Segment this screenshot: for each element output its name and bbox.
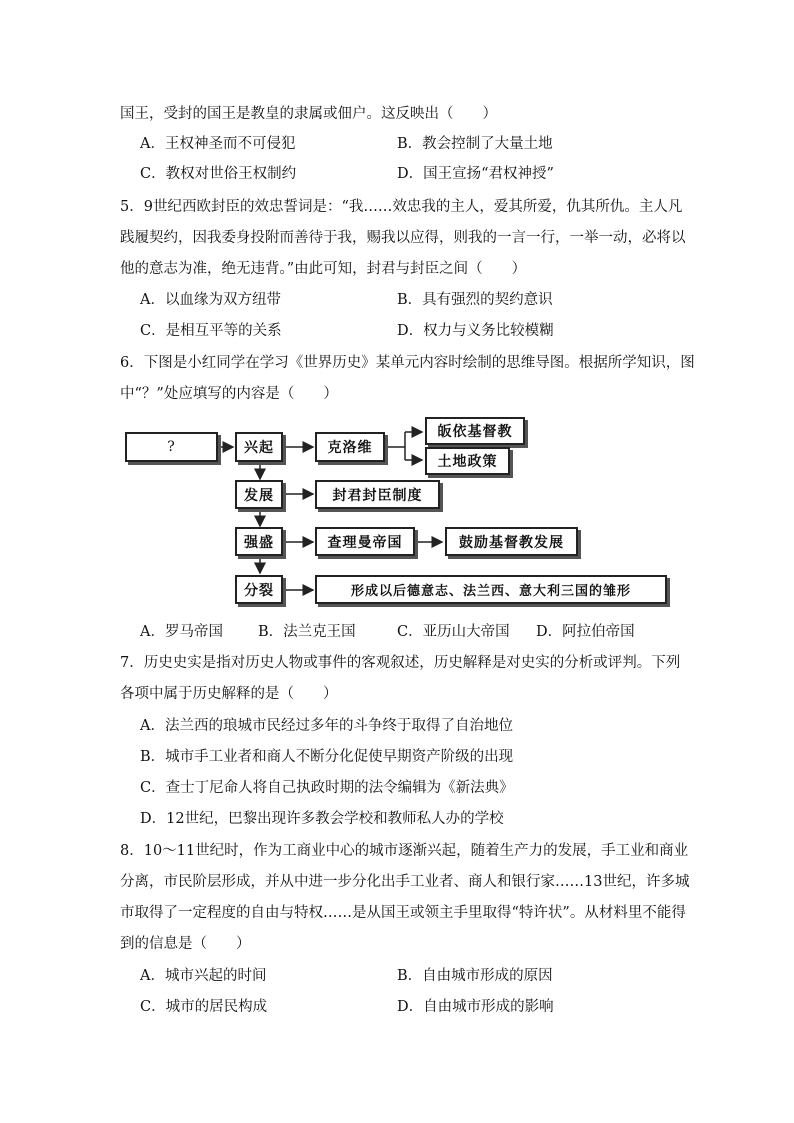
q7-option-d: D．12世纪，巴黎出现许多教会学校和教师私人办的学校 [140,811,504,827]
box-fazhan: 发展 [235,480,283,509]
q5-option-d: D．权力与义务比较模糊 [397,323,554,339]
q5-option-b: B．具有强烈的契约意识 [397,292,553,308]
q4-option-b: B．教会控制了大量土地 [397,136,553,152]
box-question-mark: ? [125,432,218,462]
q6-stem-line-2: 中“？”处应填写的内容是（ ） [120,386,338,402]
q4-option-c: C．教权对世俗王权制约 [140,166,297,182]
q8-option-b: B．自由城市形成的原因 [397,968,553,984]
box-xingcheng-sanguo: 形成以后德意志、法兰西、意大利三国的雏形 [315,575,667,604]
q8-option-c: C．城市的居民构成 [140,999,268,1015]
q8-option-a: A．城市兴起的时间 [140,968,267,984]
q4-option-a: A．王权神圣而不可侵犯 [140,136,296,152]
q6-option-c: C．亚历山大帝国 [397,624,510,640]
q6-option-b: B．法兰克王国 [258,624,356,640]
q4-stem-tail: 国王，受封的国王是教皇的隶属或佃户。这反映出（ ） [120,106,497,122]
q7-option-c: C．查士丁尼命人将自己执政时期的法令编辑为《新法典》 [140,780,514,796]
mind-map-diagram [120,412,680,612]
q8-option-d: D．自由城市形成的影响 [397,999,554,1015]
q7-stem-line-1: 7．历史史实是指对历史人物或事件的客观叙述，历史解释是对史实的分析或评判。下列 [120,655,681,671]
box-guiyi-jidujiao: 皈依基督教 [425,417,525,445]
box-tudi-zhengce: 土地政策 [425,447,510,475]
box-fenlie: 分裂 [235,575,283,604]
q8-stem-line-1: 8．10～11世纪时，作为工商业中心的城市逐渐兴起，随着生产力的发展，手工业和商业 [120,843,689,859]
box-chaliman-diguo: 查理曼帝国 [315,527,415,556]
q7-option-b: B．城市手工业者和商人不断分化促使早期资产阶级的出现 [140,749,514,765]
q7-option-a: A．法兰西的琅城市民经过多年的斗争终于取得了自治地位 [140,718,513,734]
q6-option-d: D．阿拉伯帝国 [536,624,635,640]
q6-stem-line-1: 6．下图是小红同学在学习《世界历史》某单元内容时绘制的思维导图。根据所学知识，图 [120,355,695,371]
q8-stem-line-4: 到的信息是（ ） [120,936,251,952]
box-guli-jidujiao: 鼓励基督教发展 [445,527,578,556]
box-keluowei: 克洛维 [315,432,385,462]
q5-option-c: C．是相互平等的关系 [140,323,282,339]
q5-option-a: A．以血缘为双方纽带 [140,292,281,308]
box-xingqi: 兴起 [235,432,283,462]
q5-stem-line-3: 他的意志为准，绝无违背。”由此可知，封君与封臣之间（ ） [120,261,527,277]
box-fengjun-fengchen: 封君封臣制度 [315,480,440,509]
q5-stem-line-1: 5．9世纪西欧封臣的效忠誓词是：“我……效忠我的主人，爱其所爱，仇其所仇。主人凡 [120,199,683,215]
q8-stem-line-3: 市取得了一定程度的自由与特权……是从国王或领主手里取得“特许状”。从材料里不能得 [120,905,686,921]
q4-option-d: D．国王宣扬“君权神授” [397,166,554,182]
q5-stem-line-2: 践履契约，因我委身投附而善待于我，赐我以应得，则我的一言一行，一举一动，必将以 [120,230,686,246]
box-qiangsheng: 强盛 [235,527,283,556]
q6-option-a: A．罗马帝国 [140,624,223,640]
q8-stem-line-2: 分离，市民阶层形成，并从中进一步分化出手工业者、商人和银行家……13世纪，许多城 [120,874,690,890]
q7-stem-line-2: 各项中属于历史解释的是（ ） [120,686,338,702]
